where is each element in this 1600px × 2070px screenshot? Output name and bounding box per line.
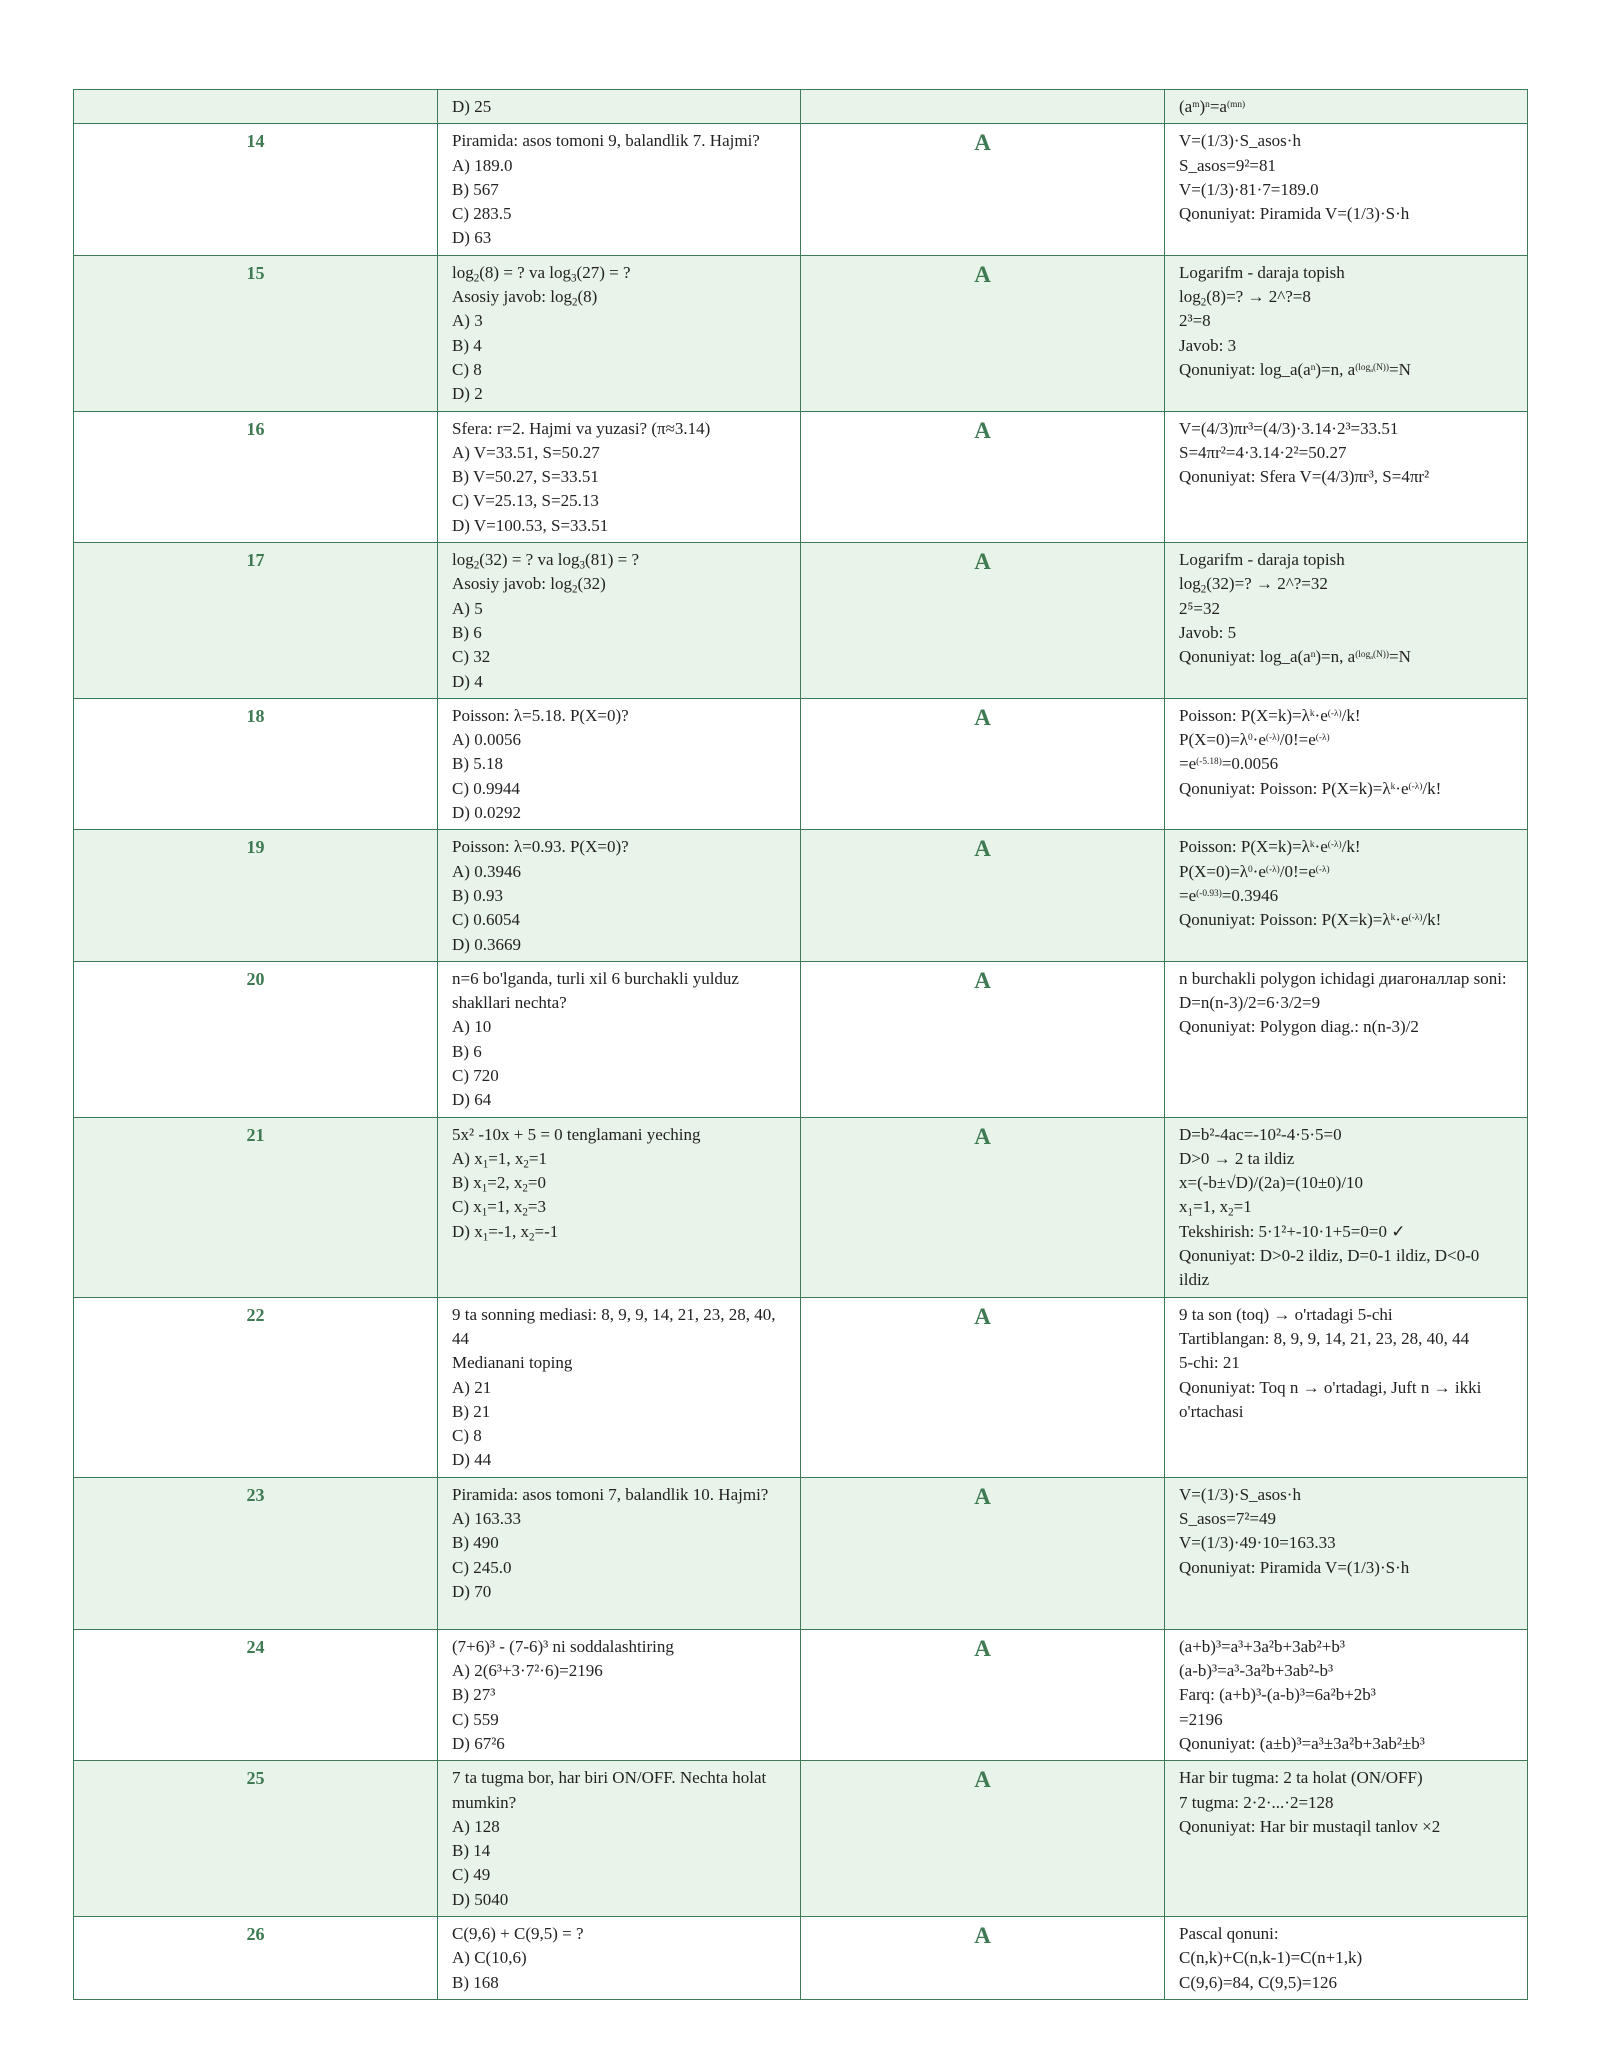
question-number: 24 [74,1629,438,1760]
solution-line: Logarifm - daraja topish [1179,550,1345,570]
answer-letter: A [801,543,1165,699]
question-line: A) C(10,6) [452,1948,527,1968]
question-number: 22 [74,1297,438,1477]
solution-line: Qonuniyat: D>0-2 ildiz, D=0-1 ildiz, D<0-0 ildiz [1179,1246,1480,1290]
solution-line: 2⁵=32 [1179,598,1221,618]
table-row [74,255,1528,411]
question-cell [438,698,801,829]
question-line: B) 0.93 [452,885,503,905]
question-line: 7 ta tugma bor, har biri ON/OFF. Nechta holat mumkin? [452,1768,767,1812]
question-number-cell [74,90,438,124]
solution-line: C(9,6)=84, C(9,5)=126 [1179,1972,1337,1992]
solution-line: Qonuniyat: Toq n → o'rtadagi, Juft n → ikki o'rtachasi [1179,1377,1482,1421]
solution-line: 7 tugma: 2·2·...·2=128 [1179,1792,1334,1812]
question-line: C) $x_1=1$, $x_2=3$ [452,1197,546,1219]
question-line: B) $x_1=2$, $x_2=0$ [452,1173,546,1195]
question-line: Asosiy javob: $\log_2(8)$ [452,287,598,309]
solution-cell [1165,1761,1528,1917]
answer-letter: A [801,1297,1165,1477]
solution-line: Qonuniyat: Har bir mustaqil tanlov ×2 [1179,1816,1441,1836]
solution-line: Javob: 3 [1179,335,1237,355]
table-row-top [74,90,1528,124]
answer-letter: A [801,1917,1165,2000]
question-line: D) 0.3669 [452,934,521,954]
question-line: A) 5 [452,598,483,618]
answer-letter: A [801,255,1165,411]
table-row [74,1629,1528,1760]
question-line: A) V=33.51, S=50.27 [452,442,600,462]
table-row [74,961,1528,1117]
solution-cell [1165,255,1528,411]
question-line: D) 2 [452,384,483,404]
question-line: A) 0.3946 [452,861,521,881]
answer-cell [801,90,1165,124]
solution-cell [1165,411,1528,542]
question-cell [438,830,801,961]
solution-line: x=(-b±√D)/(2a)=(10±0)/10 [1179,1173,1364,1193]
question-line: C) 559 [452,1709,499,1729]
solution-line: D=n(n-3)/2=6·3/2=9 [1179,993,1321,1013]
solution-line: Poisson: $P(X=k)=\lambda^k\cdot e^{(-\lambda)}/k$! [1179,705,1361,725]
question-line: B) V=50.27, S=33.51 [452,467,599,487]
solution-line: S=4πr²=4·3.14·2²=50.27 [1179,442,1347,462]
question-number: 18 [74,698,438,829]
question-line: B) 27³ [452,1685,496,1705]
question-cell [438,1477,801,1629]
questions-table-body [74,90,1528,2000]
question-line: C) 0.6054 [452,910,520,930]
question-line: Sfera: r=2. Hajmi va yuzasi? (π≈3.14) [452,418,711,438]
solution-line: Qonuniyat: Piramida V=(1/3)·S·h [1179,204,1410,224]
question-line: Piramida: asos tomoni 9, balandlik 7. Hajmi? [452,131,760,151]
question-cell [438,1917,801,2000]
question-number: 23 [74,1477,438,1629]
question-line: Medianani toping [452,1353,573,1373]
solution-line: Qonuniyat: Piramida V=(1/3)·S·h [1179,1557,1410,1577]
question-line: D) 67²6 [452,1733,505,1753]
solution-line: $=e^{(-5.18)}=0.0056$ [1179,754,1279,774]
question-line: B) 4 [452,335,482,355]
solution-line: $(a^m)^n=a^{(mn)}$ [1179,97,1246,116]
solution-cell [1165,1117,1528,1297]
question-line: B) 5.18 [452,754,503,774]
answer-letter: A [801,1629,1165,1760]
question-line: C) 283.5 [452,204,512,224]
question-line: D) 5040 [452,1889,509,1909]
solution-cell [1165,90,1528,124]
solution-line: Har bir tugma: 2 ta holat (ON/OFF) [1179,1768,1423,1788]
question-cell [438,255,801,411]
question-line: Poisson: λ=0.93. P(X=0)? [452,837,629,857]
solution-line: S_asos=9²=81 [1179,155,1277,175]
table-row [74,1917,1528,2000]
solution-line: $\log_2(8)=$? → 2^?=8 [1179,287,1311,309]
answer-letter: A [801,698,1165,829]
question-line: C) 8 [452,1426,482,1446]
question-line: D) 44 [452,1450,492,1470]
question-line: (7+6)³ - (7-6)³ ni soddalashtiring [452,1636,674,1656]
question-line: B) 21 [452,1401,491,1421]
question-number: 20 [74,961,438,1117]
question-line: C) 32 [452,647,491,667]
solution-line: 2³=8 [1179,311,1211,331]
solution-line: Tekshirish: 5·1²+-10·1+5=0=0 ✓ [1179,1221,1406,1241]
solution-line: V=(1/3)·S_asos·h [1179,1484,1301,1504]
question-line: C) 245.0 [452,1557,512,1577]
question-number: 16 [74,411,438,542]
solution-line: Qonuniyat: $\log\_a(a^n)=n$, $a^{(log_a(N))}=N$ [1179,359,1411,379]
answer-letter: A [801,124,1165,255]
answer-letter: A [801,1117,1165,1297]
question-cell [438,411,801,542]
question-line: Asosiy javob: $\log_2(32)$ [452,574,606,596]
question-cell [438,543,801,699]
question-line: $\log_2(8)$ = ? va $\log_3(27)$ = ? [452,262,631,285]
question-line: Piramida: asos tomoni 7, balandlik 10. Hajmi? [452,1484,769,1504]
question-line: n=6 bo'lganda, turli xil 6 burchakli yulduz shakllari nechta? [452,968,739,1013]
solution-line: Farq: (a+b)³-(a-b)³=6a²b+2b³ [1179,1685,1376,1705]
solution-line: V=(1/3)·49·10=163.33 [1179,1533,1336,1553]
question-cell [438,124,801,255]
question-line: D) 4 [452,671,483,691]
solution-cell [1165,961,1528,1117]
solution-line: $\log_2(32)=$? → 2^?=32 [1179,574,1328,596]
table-row [74,830,1528,961]
table-row [74,1761,1528,1917]
question-cell [438,90,801,124]
solution-line: Qonuniyat: (a±b)³=a³±3a²b+3ab²±b³ [1179,1733,1425,1753]
answer-letter: A [801,830,1165,961]
solution-line: Pascal qonuni: [1179,1924,1279,1943]
question-line: A) 3 [452,311,483,331]
solution-line: (a-b)³=a³-3a²b+3ab²-b³ [1179,1661,1334,1681]
answer-letter: A [801,1761,1165,1917]
solution-cell [1165,1917,1528,2000]
solution-cell [1165,1629,1528,1760]
question-line: D) 25 [452,97,492,116]
table-row [74,543,1528,699]
solution-line: Qonuniyat: Sfera V=(4/3)πr³, S=4πr² [1179,467,1430,487]
solution-line: 9 ta son (toq) → o'rtadagi 5-chi [1179,1304,1393,1324]
question-line: D) 63 [452,228,492,248]
question-line: A) 10 [452,1017,492,1037]
solution-line: Qonuniyat: $\log\_a(a^n)=n$, $a^{(log_a(N))}=N$ [1179,647,1411,667]
solution-cell [1165,1477,1528,1629]
solution-line: =2196 [1179,1709,1223,1729]
table-row [74,124,1528,255]
question-number: 25 [74,1761,438,1917]
solution-cell [1165,124,1528,255]
solution-line: D>0 → 2 ta ildiz [1179,1148,1295,1168]
question-line: $\log_2(32)$ = ? va $\log_3(81)$ = ? [452,550,639,572]
question-line: C) 49 [452,1865,491,1885]
solution-line: $P(X=0)=\lambda^0\cdot e^{(-\lambda)}/0!=e^{(-\lambda)}$ [1179,730,1330,750]
question-line: B) 490 [452,1533,499,1553]
table-row [74,1477,1528,1629]
solution-line: V=(1/3)·81·7=189.0 [1179,179,1319,199]
question-cell [438,1761,801,1917]
solution-line: Tartiblangan: 8, 9, 9, 14, 21, 23, 28, 40, 44 [1179,1328,1470,1348]
table-row [74,1297,1528,1477]
solution-cell [1165,830,1528,961]
solution-line: Logarifm - daraja topish [1179,262,1345,282]
solution-line: V=(1/3)·S_asos·h [1179,131,1301,151]
question-line: C) 720 [452,1065,499,1085]
solution-cell [1165,543,1528,699]
question-line: 5x² -10x + 5 = 0 tenglamani yeching [452,1124,701,1144]
question-cell [438,1297,801,1477]
solution-line: (a+b)³=a³+3a²b+3ab²+b³ [1179,1636,1345,1656]
question-line: C(9,6) + C(9,5) = ? [452,1924,584,1943]
question-line: D) 70 [452,1581,492,1601]
question-line: Poisson: λ=5.18. P(X=0)? [452,705,629,725]
question-number: 26 [74,1917,438,2000]
solution-line: Qonuniyat: Polygon diag.: n(n-3)/2 [1179,1017,1419,1037]
table-row [74,1117,1528,1297]
solution-line: $x_1=1$, $x_2=1$ [1179,1197,1252,1219]
question-line: B) 6 [452,622,482,642]
question-line: A) 189.0 [452,155,513,175]
question-line: A) 21 [452,1377,492,1397]
question-number: 21 [74,1117,438,1297]
question-line: D) 64 [452,1090,492,1110]
solution-line: 5-chi: 21 [1179,1353,1240,1373]
question-line: D) $x_1=-1$, $x_2=-1$ [452,1221,559,1244]
question-cell [438,961,801,1117]
question-line: C) 0.9944 [452,778,520,798]
solution-line: D=b²-4ac=-10²-4·5·5=0 [1179,1124,1342,1144]
question-line: B) 567 [452,179,499,199]
solution-line: Qonuniyat: Poisson: $P(X=k)=\lambda^k\cdot e^{(-\lambda)}/k$! [1179,778,1442,798]
question-line: A) $x_1=1$, $x_2=1$ [452,1148,547,1171]
question-cell [438,1629,801,1760]
solution-line: $=e^{(-0.93)}=0.3946$ [1179,885,1279,905]
answer-letter: A [801,411,1165,542]
question-number: 19 [74,830,438,961]
solution-line: Poisson: $P(X=k)=\lambda^k\cdot e^{(-\lambda)}/k$! [1179,837,1361,857]
question-line: B) 14 [452,1841,491,1861]
answer-letter: A [801,1477,1165,1629]
question-line: C) V=25.13, S=25.13 [452,491,599,511]
solution-line: n burchakli polygon ichidagi диагоналлар soni: [1179,968,1507,988]
question-line: A) 163.33 [452,1509,521,1529]
question-line: B) 6 [452,1041,482,1061]
table-row [74,698,1528,829]
question-number: 17 [74,543,438,699]
answer-letter: A [801,961,1165,1117]
table-row [74,411,1528,542]
question-line: D) V=100.53, S=33.51 [452,515,609,535]
question-number: 14 [74,124,438,255]
question-number: 15 [74,255,438,411]
question-line: A) 2(6³+3·7²·6)=2196 [452,1661,603,1681]
solution-cell [1165,1297,1528,1477]
solution-line: Javob: 5 [1179,622,1237,642]
solution-line: $P(X=0)=\lambda^0\cdot e^{(-\lambda)}/0!=e^{(-\lambda)}$ [1179,861,1330,881]
question-line: A) 128 [452,1816,500,1836]
solution-line: C(n,k)+C(n,k-1)=C(n+1,k) [1179,1948,1363,1968]
solution-line: V=(4/3)πr³=(4/3)·3.14·2³=33.51 [1179,418,1399,438]
question-line: 9 ta sonning mediasi: 8, 9, 9, 14, 21, 23, 28, 40, 44 [452,1304,776,1348]
questions-table [73,89,1528,2000]
question-cell [438,1117,801,1297]
solution-cell [1165,698,1528,829]
solution-line: Qonuniyat: Poisson: $P(X=k)=\lambda^k\cdot e^{(-\lambda)}/k$! [1179,910,1442,930]
solution-line: S_asos=7²=49 [1179,1509,1277,1529]
question-line: B) 168 [452,1972,499,1992]
question-line: A) 0.0056 [452,730,521,750]
question-line: C) 8 [452,359,482,379]
question-line: D) 0.0292 [452,803,521,823]
